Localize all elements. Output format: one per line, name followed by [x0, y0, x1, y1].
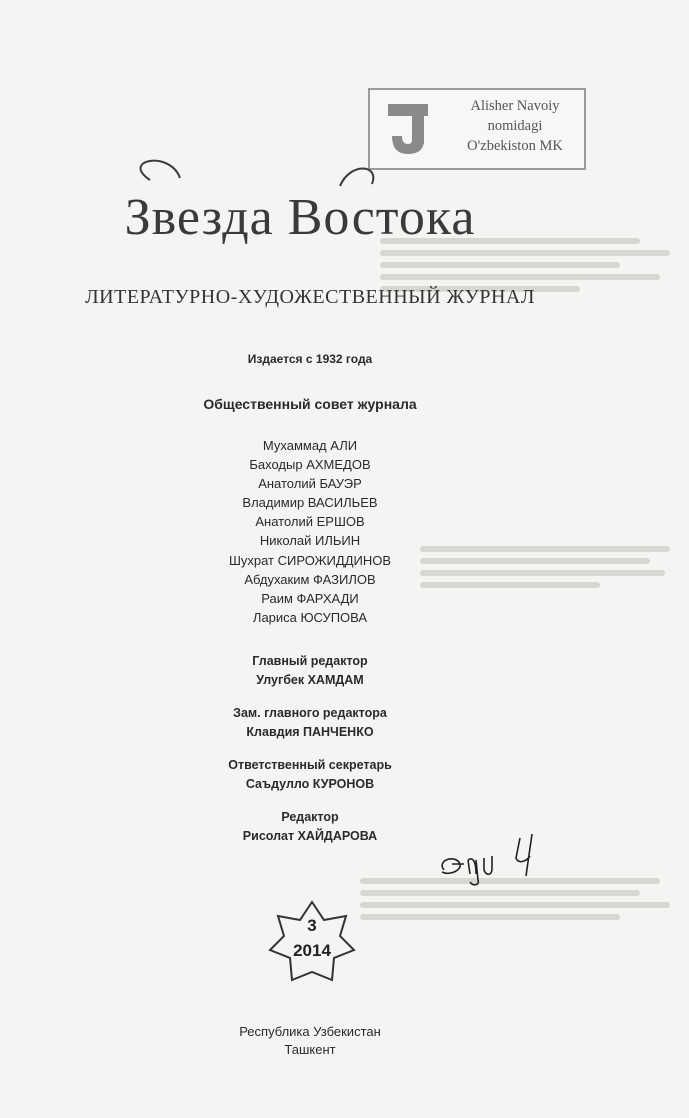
issue-year: 2014 — [293, 941, 331, 960]
staff-role: Редактор — [281, 810, 339, 824]
footer-city: Ташкент — [284, 1042, 336, 1057]
stamp-line: Alisher Navoiy — [470, 98, 560, 114]
council-members — [120, 436, 500, 627]
handwritten-signature — [430, 830, 560, 888]
staff-name: Улугбек ХАМДАМ — [256, 673, 364, 687]
staff-name: Рисолат ХАЙДАРОВА — [242, 829, 378, 843]
executive-secretary — [120, 756, 500, 794]
stamp-line: O'zbekiston MK — [467, 138, 563, 154]
issue-badge — [268, 900, 356, 988]
list-item: Анатолий ЕРШОВ — [255, 514, 365, 530]
staff-role: Зам. главного редактора — [233, 706, 387, 720]
list-item: Николай ИЛЬИН — [259, 533, 361, 549]
journal-title-text: Звезда Востока — [124, 189, 476, 246]
list-item: Шухрат СИРОЖИДДИНОВ — [228, 552, 392, 568]
issue-number: 3 — [307, 916, 317, 935]
published-since: Издается с 1932 года — [247, 352, 373, 366]
council-heading: Общественный совет журнала — [203, 396, 417, 412]
editor-in-chief — [120, 652, 500, 690]
staff-name: Клавдия ПАНЧЕНКО — [246, 725, 374, 739]
list-item: Владимир ВАСИЛЬЕВ — [242, 495, 378, 511]
list-item: Лариса ЮСУПОВА — [252, 609, 368, 625]
list-item: Баходыр АХМЕДОВ — [249, 457, 371, 473]
staff-name: Саъдулло КУРОНОВ — [245, 777, 375, 791]
list-item: Абдухаким ФАЗИЛОВ — [244, 571, 376, 587]
deputy-editor — [120, 704, 500, 742]
footer-country: Республика Узбекистан — [239, 1024, 381, 1039]
stamp-line: nomidagi — [487, 118, 543, 134]
journal-subtitle: ЛИТЕРАТУРНО-ХУДОЖЕСТВЕННЫЙ ЖУРНАЛ — [85, 286, 535, 308]
staff-role: Ответственный секретарь — [228, 758, 392, 772]
staff-role: Главный редактор — [252, 654, 368, 668]
list-item: Анатолий БАУЭР — [258, 476, 362, 492]
list-item: Раим ФАРХАДИ — [261, 590, 359, 606]
journal-title — [0, 150, 689, 260]
list-item: Мухаммад АЛИ — [262, 438, 358, 453]
